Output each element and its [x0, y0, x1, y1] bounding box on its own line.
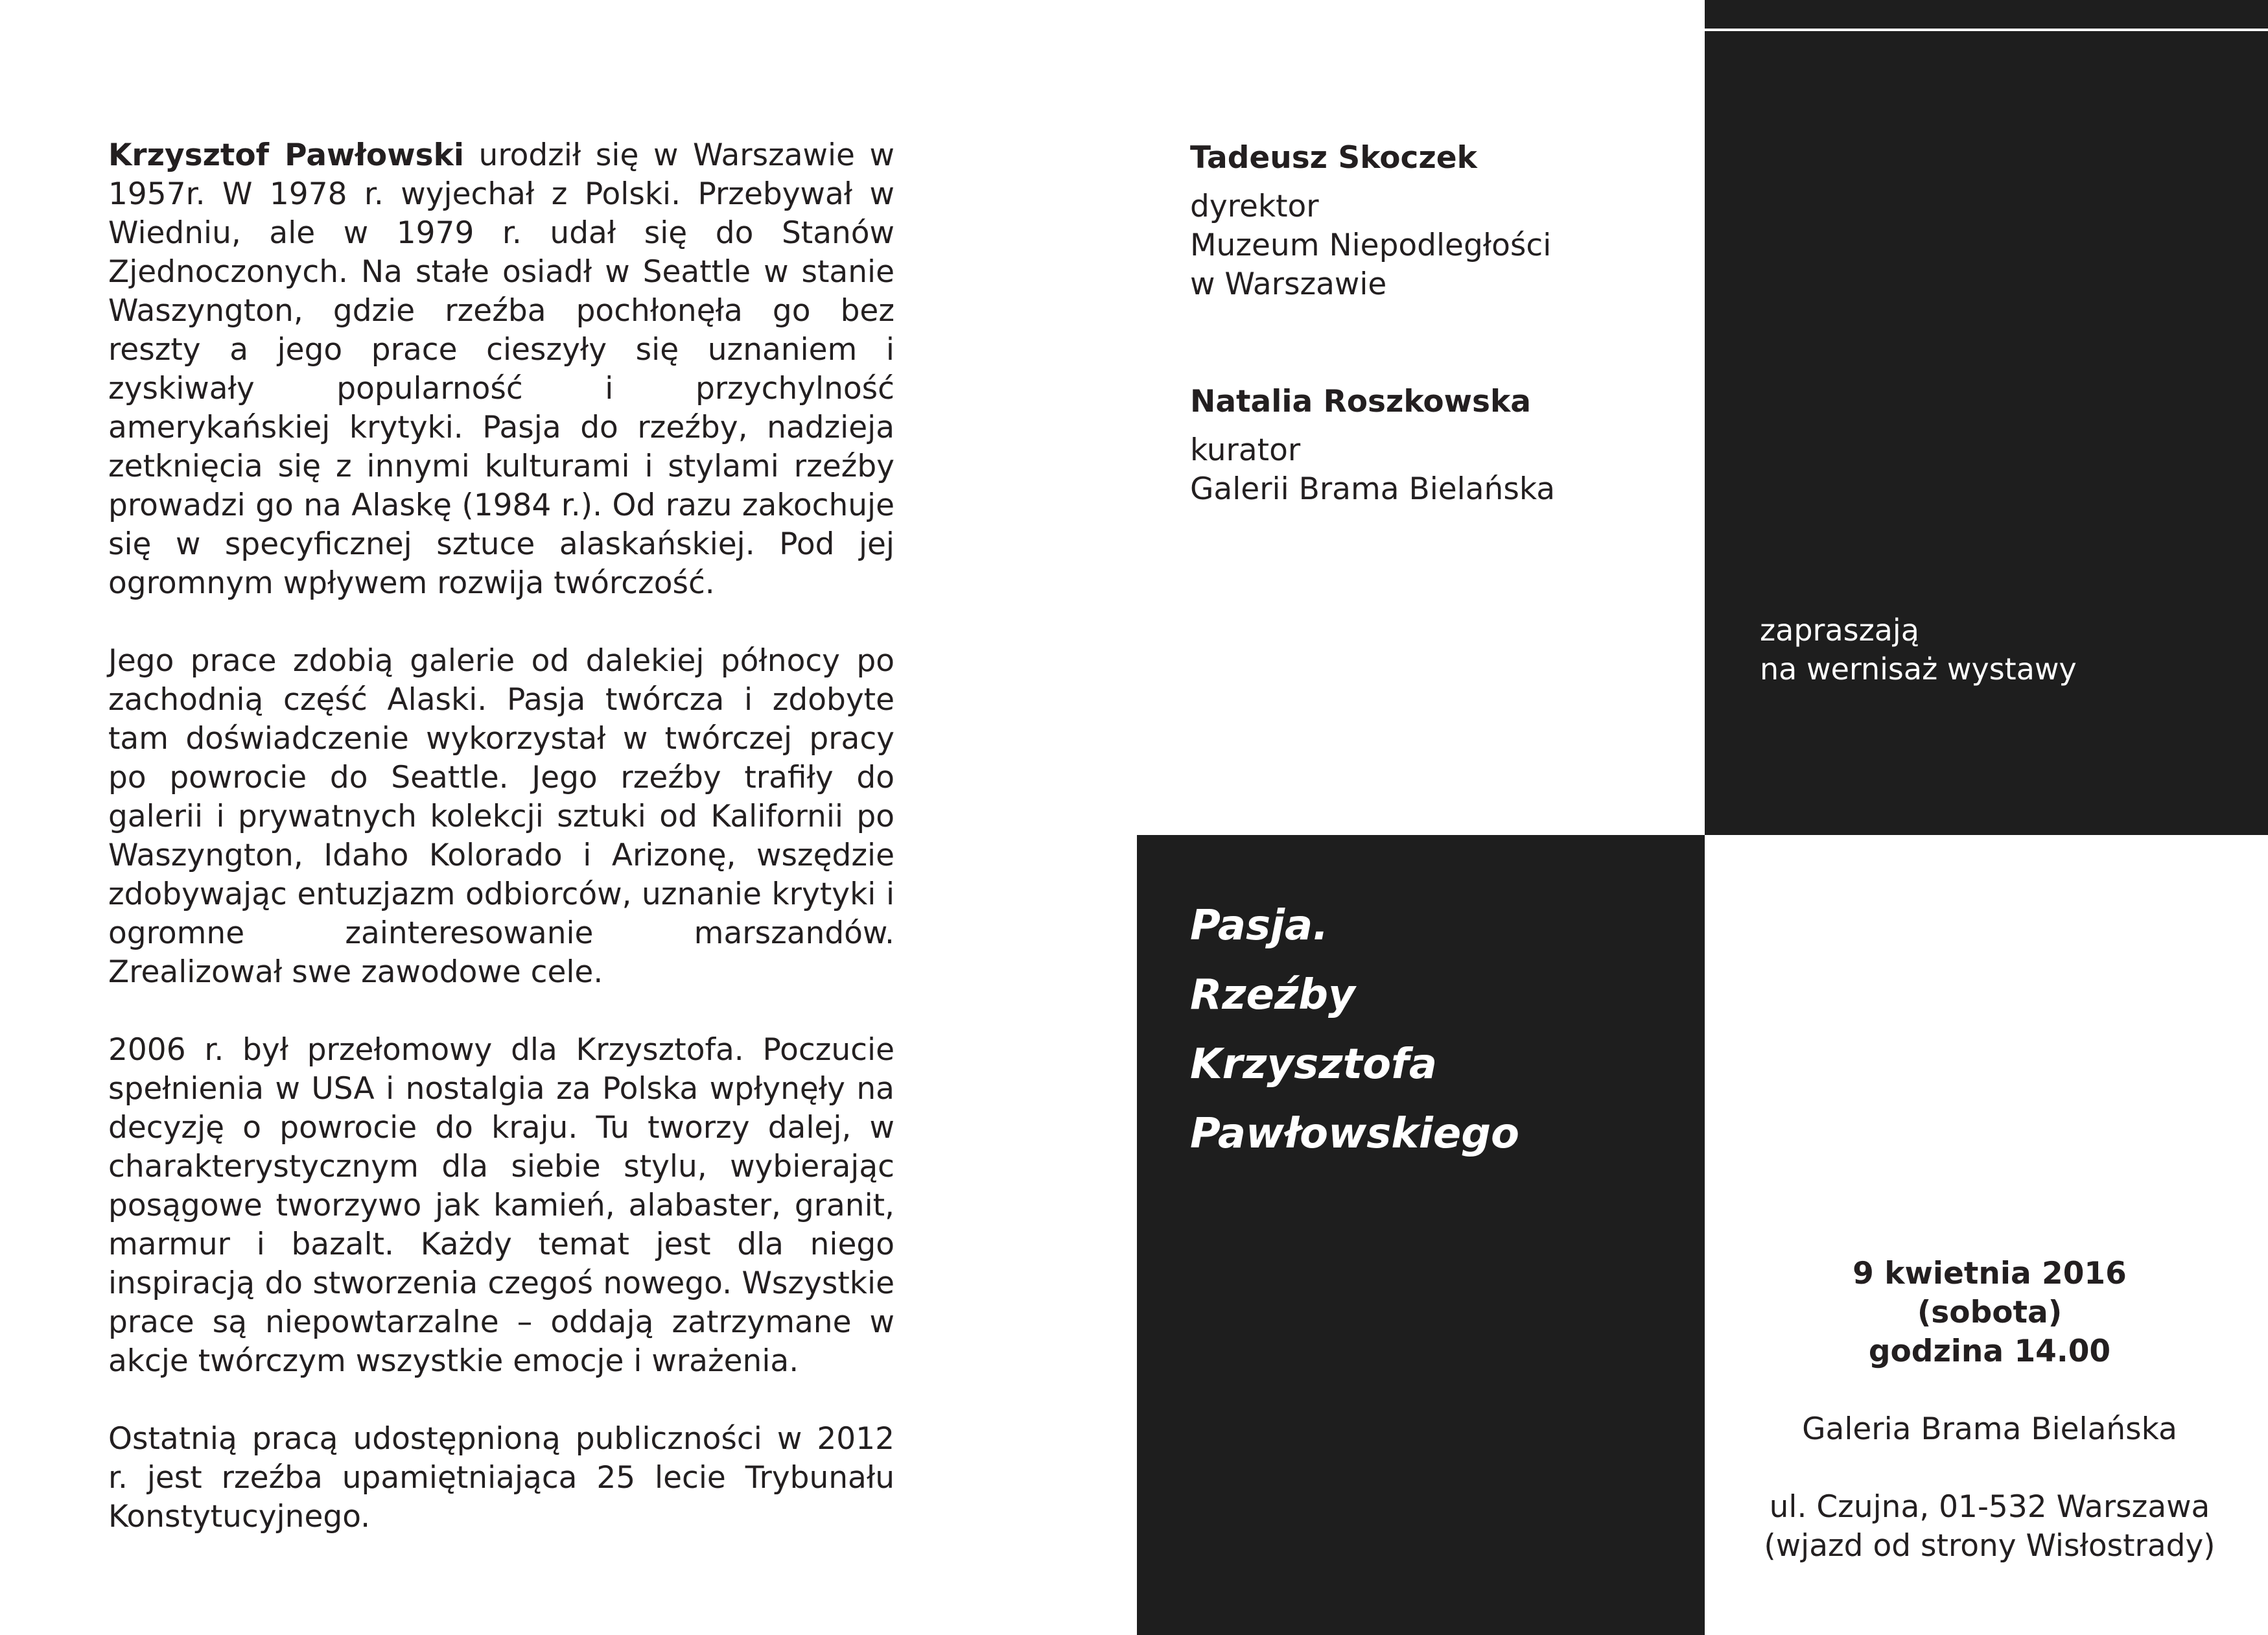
host-curator: [1190, 382, 1555, 509]
biography-text: [108, 136, 894, 1575]
event-weekday: (sobota): [1917, 1295, 2063, 1330]
invite-line-2: na wernisaż wystawy: [1760, 652, 2077, 687]
host-institution: Muzeum Niepodległości: [1190, 228, 1552, 263]
bio-paragraph-4: Ostatnią pracą udostępnioną publiczności w 2012 r. jest rzeźba upamiętniająca 25 lecie Trybunału Konstytucyjnego.: [108, 1421, 894, 1535]
bio-paragraph-2: Jego prace zdobią galerie od dalekiej północy po zachodnią część Alaski. Pasja twórcza i zdobyte tam doświadczenie wykorzystał w twórczej pracy po powrocie do Seattle. Jego rzeźby trafiły do galerii i prywatnych kolekcji sztuki od Kalifornii po Waszyngton, Idaho Kolorado i Arizonę, wszędzie zdobywając entuzjazm odbiorców, uznanie krytyki i ogromne zainteresowanie marszandów. Zrealizował swe zawodowe cele.: [108, 643, 894, 990]
host-director: [1190, 139, 1551, 304]
spacer: [1711, 1449, 2268, 1488]
event-time: godzina 14.00: [1868, 1334, 2111, 1369]
exhibition-title: [1190, 891, 1519, 1169]
top-black-strip: [1705, 0, 2268, 29]
spacer: [1711, 1371, 2268, 1410]
bio-paragraph-1-text: urodził się w Warszawie w 1957r. W 1978 r. wyjechał z Polski. Przebywał w Wiedniu, ale w 1979 r. udał się do Stanów Zjednoczonych. Na stałe osiadł w Seattle w stanie Waszyngton, gdzie rzeźba pochłonęła go bez reszty a jego prace cieszyły się uznaniem i zyskiwały popularność i przychylność amerykańskiej krytyki. Pasja do rzeźby, nadzieja zetknięcia się z innymi kulturami i stylami rzeźby prowadzi go na Alaskę (1984 r.). Od razu zakochuje się w specyficznej sztuce alaskańskiej. Pod jej ogromnym wpływem rozwija twórczość.: [108, 137, 894, 601]
host-name: Natalia Roszkowska: [1190, 384, 1531, 419]
event-details: [1711, 1254, 2268, 1566]
event-access: (wjazd od strony Wisłostrady): [1764, 1528, 2215, 1564]
event-address: ul. Czujna, 01-532 Warszawa: [1769, 1489, 2210, 1525]
bio-paragraph-3: 2006 r. był przełomowy dla Krzysztofa. Poczucie spełnienia w USA i nostalgia za Polska wpłynęły na decyzję o powrocie do kraju. Tu tworzy dalej, w charakterystycznym dla siebie stylu, wybierając posągowe tworzywo jak kamień, alabaster, granit, marmur i bazalt. Każdy temat jest dla niego inspiracją do stworzenia czegoś nowego. Wszystkie prace są niepowtarzalne – oddają zatrzymane w akcje twórczym wszystkie emocje i wrażenia.: [108, 1032, 894, 1379]
host-city: w Warszawie: [1190, 266, 1387, 302]
host-role: dyrektor: [1190, 189, 1319, 224]
artist-name: Krzysztof Pawłowski: [108, 137, 464, 173]
title-line-4: Pawłowskiego: [1190, 1110, 1519, 1158]
right-black-panel: [1705, 31, 2268, 835]
host-name: Tadeusz Skoczek: [1190, 140, 1477, 176]
event-venue: Galeria Brama Bielańska: [1802, 1411, 2177, 1447]
host-role: kurator: [1190, 432, 1301, 468]
bio-paragraph-1: [108, 136, 894, 603]
title-line-2: Rzeźby: [1190, 971, 1355, 1019]
title-line-3: Krzysztofa: [1190, 1041, 1438, 1088]
invite-line-1: zapraszają: [1760, 613, 1919, 648]
event-date: 9 kwietnia 2016: [1853, 1256, 2127, 1291]
host-institution: Galerii Brama Bielańska: [1190, 471, 1556, 507]
title-line-1: Pasja.: [1190, 902, 1329, 950]
invitation-text: [1760, 611, 2077, 688]
